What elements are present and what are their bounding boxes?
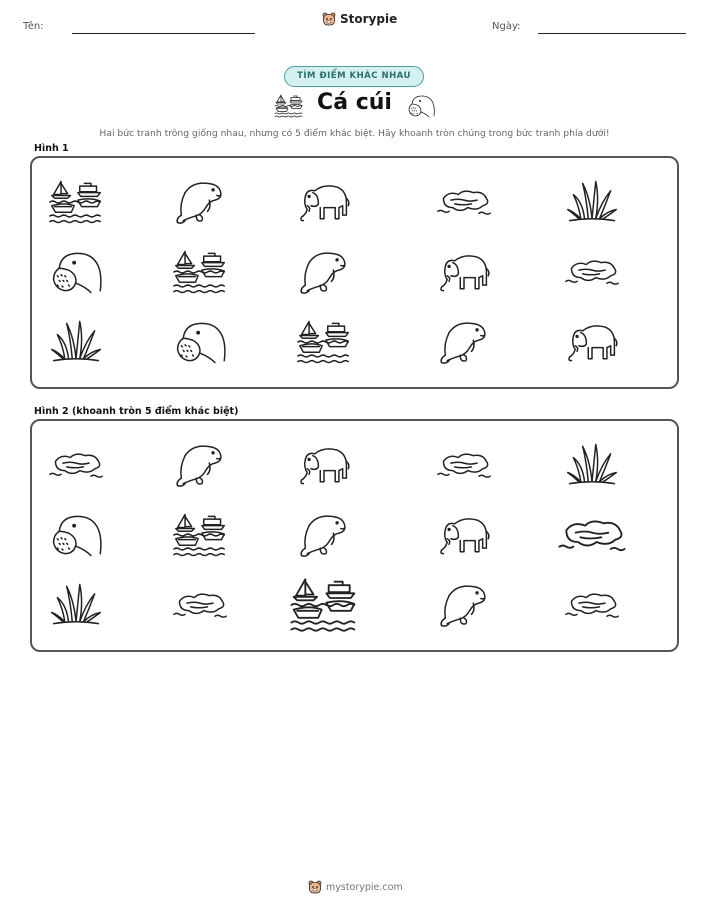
picture1-manatee-head-icon[interactable] bbox=[48, 247, 104, 297]
picture1-water-puddle-icon[interactable] bbox=[436, 177, 492, 227]
picture1-elephant-icon[interactable] bbox=[296, 177, 352, 227]
picture1-boats-icon[interactable] bbox=[296, 317, 352, 367]
picture1-boats-icon[interactable] bbox=[172, 247, 228, 297]
picture2-water-puddle-icon[interactable] bbox=[564, 580, 620, 630]
picture2-panel bbox=[30, 419, 679, 652]
footer bbox=[308, 880, 403, 894]
storypie-brand bbox=[322, 12, 397, 26]
storypie-bear-icon bbox=[322, 12, 336, 26]
date-label: Ngày: bbox=[492, 21, 521, 32]
picture2-water-puddle-icon[interactable] bbox=[172, 580, 228, 630]
worksheet-type-badge: TÌM ĐIỂM KHÁC NHAU bbox=[284, 66, 424, 87]
footer-site: mystorypie.com bbox=[326, 881, 403, 893]
picture2-water-puddle-icon[interactable] bbox=[48, 440, 104, 490]
picture2-manatee-icon[interactable] bbox=[172, 440, 228, 490]
picture1-manatee-icon[interactable] bbox=[172, 177, 228, 227]
picture2-grass-icon[interactable] bbox=[564, 440, 620, 490]
picture1-grass-icon[interactable] bbox=[564, 177, 620, 227]
picture2-boats-icon[interactable] bbox=[172, 510, 228, 560]
picture2-manatee-head-icon[interactable] bbox=[48, 510, 104, 560]
picture1-manatee-icon[interactable] bbox=[296, 247, 352, 297]
picture2-elephant-icon[interactable] bbox=[436, 510, 492, 560]
picture2-label: Hình 2 (khoanh tròn 5 điểm khác biệt) bbox=[34, 406, 239, 417]
picture2-manatee-icon[interactable] bbox=[436, 580, 492, 630]
picture2-grass-icon[interactable] bbox=[48, 580, 104, 630]
name-label: Tên: bbox=[23, 21, 44, 32]
instructions: Hai bức tranh trông giống nhau, nhưng có 5 điểm khác biệt. Hãy khoanh tròn chúng trong bức tranh phía dưới! bbox=[99, 128, 610, 139]
picture2-water-puddle-icon[interactable] bbox=[436, 440, 492, 490]
storypie-bear-icon bbox=[308, 880, 322, 894]
picture1-panel bbox=[30, 156, 679, 389]
picture1-manatee-head-icon[interactable] bbox=[172, 317, 228, 367]
picture1-elephant-icon[interactable] bbox=[564, 317, 620, 367]
picture2-elephant-icon[interactable] bbox=[296, 440, 352, 490]
picture1-water-puddle-icon[interactable] bbox=[564, 247, 620, 297]
picture1-elephant-icon[interactable] bbox=[436, 247, 492, 297]
picture1-boats-icon[interactable] bbox=[48, 177, 104, 227]
page-title: Cá cúi bbox=[317, 90, 392, 115]
picture1-label: Hình 1 bbox=[34, 143, 69, 154]
picture1-grass-icon[interactable] bbox=[48, 317, 104, 367]
name-field[interactable] bbox=[72, 33, 255, 34]
picture2-manatee-icon[interactable] bbox=[296, 510, 352, 560]
picture2-water-puddle-icon[interactable] bbox=[557, 504, 627, 566]
date-field[interactable] bbox=[538, 33, 686, 34]
picture2-boats-icon[interactable] bbox=[289, 574, 359, 636]
manatee-head-icon bbox=[405, 93, 437, 119]
picture1-manatee-icon[interactable] bbox=[436, 317, 492, 367]
brand-name: Storypie bbox=[340, 12, 398, 26]
